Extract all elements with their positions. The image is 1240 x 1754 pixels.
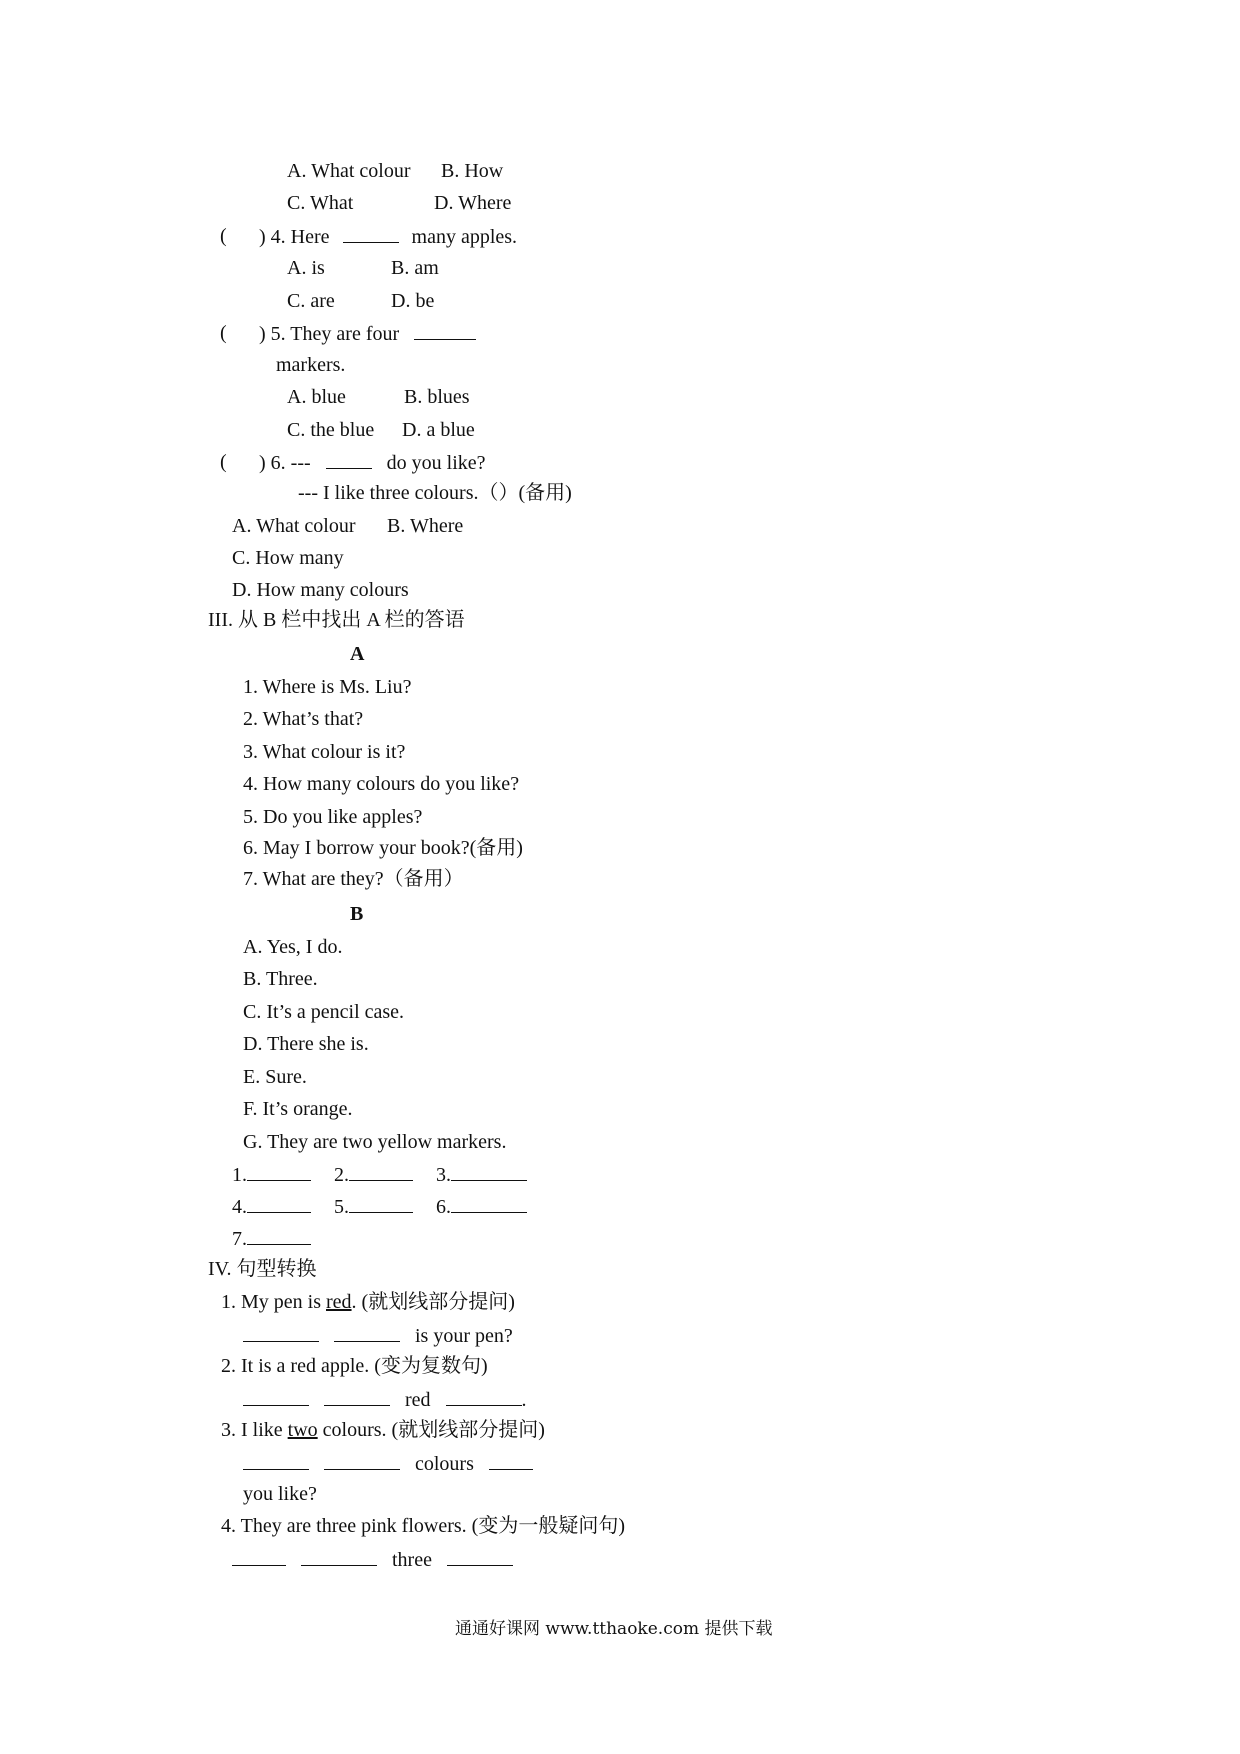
answer-label: 2. [334,1164,349,1186]
list-item: 3. What colour is it? [243,741,406,763]
answer-label: 1. [232,1164,247,1186]
question-text [221,1290,515,1314]
list-item: B. Three. [243,968,318,990]
answer-blank[interactable] [232,1547,286,1566]
question-text-end: do you like? [386,452,486,474]
option-a: A. is [287,257,325,279]
list-item: D. There she is. [243,1033,369,1055]
underlined-word: two [287,1419,318,1441]
fill-blank[interactable] [414,321,476,340]
answer-blank[interactable] [334,1323,400,1342]
answer-paren-close: ) [259,323,266,345]
answer-row [232,1547,513,1572]
answer-paren-open: ( [220,225,227,247]
answer-blank[interactable] [489,1451,533,1470]
answer-text: red [405,1389,431,1411]
question-text-cont: markers. [276,354,346,376]
question-text-post: . (就划线部分提问) [351,1291,515,1313]
answer-text: colours [415,1453,474,1475]
answer-paren-close: ) [259,226,266,248]
answer-blank[interactable] [451,1162,527,1181]
option-c: C. How many [232,547,344,569]
page-footer: 通通好课网 www.tthaoke.com 提供下载 [455,1619,773,1639]
list-item: A. Yes, I do. [243,936,343,958]
answer-blank[interactable] [247,1226,311,1245]
answer-blank[interactable] [243,1323,319,1342]
option-d: D. How many colours [232,579,409,601]
section-title: III. 从 B 栏中找出 A 栏的答语 [208,609,465,631]
answer-blank[interactable] [349,1194,413,1213]
question-text [221,1418,545,1442]
answer-row [232,1226,311,1251]
option-b: B. Where [387,515,464,537]
answer-blank[interactable] [247,1162,311,1181]
question-text-end: many apples. [411,226,518,248]
answer-paren-open: ( [220,451,227,473]
option-b: B. How [441,160,504,182]
list-item: 2. What’s that? [243,708,364,730]
list-item: 4. How many colours do you like? [243,773,520,795]
answer-blank[interactable] [301,1547,377,1566]
answer-label: 6. [436,1196,451,1218]
answer-row [243,1387,527,1412]
option-a: A. What colour [232,515,356,537]
list-item: C. It’s a pencil case. [243,1001,405,1023]
option-c: C. What [287,192,354,214]
question-text: 4. They are three pink flowers. (变为一般疑问句) [221,1515,625,1537]
question-text: 5. They are four [270,323,400,345]
answer-text: three [392,1549,432,1571]
list-item: 5. Do you like apples? [243,806,423,828]
question-text: 6. --- [270,452,311,474]
section-title: IV. 句型转换 [208,1258,317,1280]
column-a-heading: A [350,643,365,665]
question-answer-line: --- I like three colours.（）(备用) [298,482,572,504]
column-b-heading: B [350,903,364,925]
answer-paren-open: ( [220,322,227,344]
answer-blank[interactable] [446,1387,522,1406]
answer-blank[interactable] [324,1387,390,1406]
list-item: 6. May I borrow your book?(备用) [243,837,523,859]
answer-text: you like? [243,1483,317,1505]
answer-label: 3. [436,1164,451,1186]
fill-blank[interactable] [343,224,399,243]
answer-blank[interactable] [349,1162,413,1181]
answer-text: . [521,1389,527,1411]
option-b: B. blues [404,386,470,408]
list-item: F. It’s orange. [243,1098,353,1120]
option-a: A. blue [287,386,346,408]
question-text-post: colours. (就划线部分提问) [317,1419,545,1441]
answer-blank[interactable] [247,1194,311,1213]
answer-blank[interactable] [451,1194,527,1213]
list-item: E. Sure. [243,1066,307,1088]
question-stem [259,450,486,475]
question-text: 4. Here [270,226,330,248]
fill-blank[interactable] [326,450,372,469]
option-b: B. am [391,257,439,279]
answer-blank[interactable] [447,1547,513,1566]
answer-row [232,1162,527,1187]
answer-row [243,1451,533,1476]
answer-label: 7. [232,1228,247,1250]
question-stem [259,321,476,346]
list-item: 1. Where is Ms. Liu? [243,676,412,698]
answer-blank[interactable] [243,1387,309,1406]
option-c: C. are [287,290,335,312]
option-d: D. be [391,290,435,312]
option-d: D. Where [434,192,512,214]
underlined-word: red [326,1291,352,1313]
option-d: D. a blue [402,419,475,441]
answer-blank[interactable] [243,1451,309,1470]
question-text-pre: 1. My pen is [221,1291,326,1313]
answer-blank[interactable] [324,1451,400,1470]
question-stem [259,224,517,249]
option-a: A. What colour [287,160,411,182]
answer-label: 5. [334,1196,349,1218]
answer-row [243,1323,513,1348]
answer-text: is your pen? [415,1325,513,1347]
answer-row [232,1194,527,1219]
option-c: C. the blue [287,419,375,441]
list-item: G. They are two yellow markers. [243,1131,507,1153]
list-item: 7. What are they?（备用） [243,868,464,890]
answer-label: 4. [232,1196,247,1218]
question-text: 2. It is a red apple. (变为复数句) [221,1355,488,1377]
question-text-pre: 3. I like [221,1419,288,1441]
answer-paren-close: ) [259,452,266,474]
